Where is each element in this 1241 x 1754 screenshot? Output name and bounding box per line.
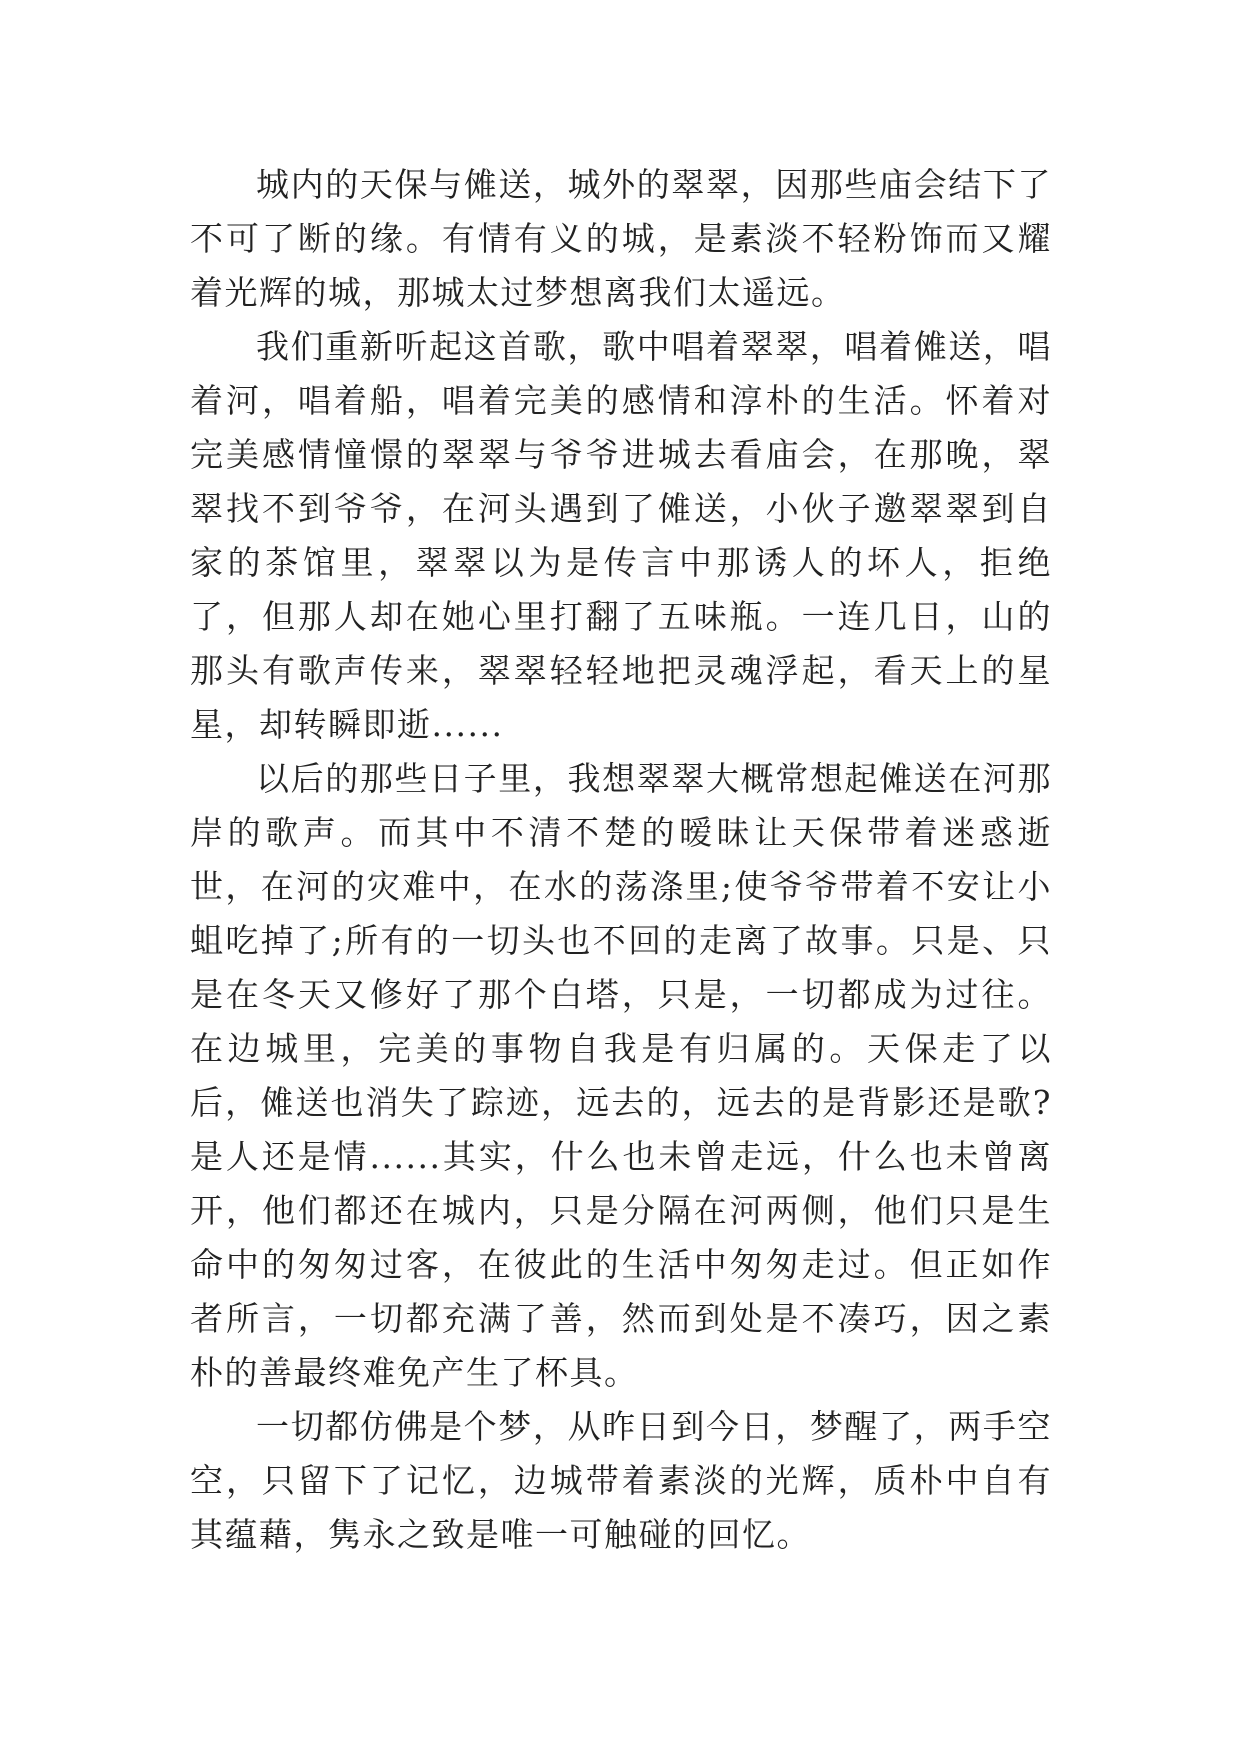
paragraph-1: 城内的天保与傩送，城外的翠翠，因那些庙会结下了不可了断的缘。有情有义的城，是素淡不轻粉饰而又耀着光辉的城，那城太过梦想离我们太遥远。 bbox=[190, 165, 1052, 312]
paragraph-4: 一切都仿佛是个梦，从昨日到今日，梦醒了，两手空空，只留下了记忆，边城带着素淡的光辉，质朴中自有其蕴藉，隽永之致是唯一可触碰的回忆。 bbox=[190, 1407, 1052, 1554]
paragraph-2: 我们重新听起这首歌，歌中唱着翠翠，唱着傩送，唱着河，唱着船，唱着完美的感情和淳朴的生活。怀着对完美感情憧憬的翠翠与爷爷进城去看庙会，在那晚，翠翠找不到爷爷，在河头遇到了傩送，小伙子邀翠翠到自家的茶馆里，翠翠以为是传言中那诱人的坏人，拒绝了，但那人却在她心里打翻了五味瓶。一连几日，山的那头有歌声传来，翠翠轻轻地把灵魂浮起，看天上的星星，却转瞬即逝...... bbox=[190, 327, 1052, 744]
document-body bbox=[190, 158, 1052, 1562]
paragraph-3: 以后的那些日子里，我想翠翠大概常想起傩送在河那岸的歌声。而其中不清不楚的暧昧让天保带着迷惑逝世，在河的灾难中，在水的荡涤里;使爷爷带着不安让小蛆吃掉了;所有的一切头也不回的走离了故事。只是、只是在冬天又修好了那个白塔，只是，一切都成为过往。在边城里，完美的事物自我是有归属的。天保走了以后，傩送也消失了踪迹，远去的，远去的是背影还是歌?是人还是情......其实，什么也未曾走远，什么也未曾离开，他们都还在城内，只是分隔在河两侧，他们只是生命中的匆匆过客，在彼此的生活中匆匆走过。但正如作者所言，一切都充满了善，然而到处是不凑巧，因之素朴的善最终难免产生了杯具。 bbox=[190, 759, 1052, 1392]
